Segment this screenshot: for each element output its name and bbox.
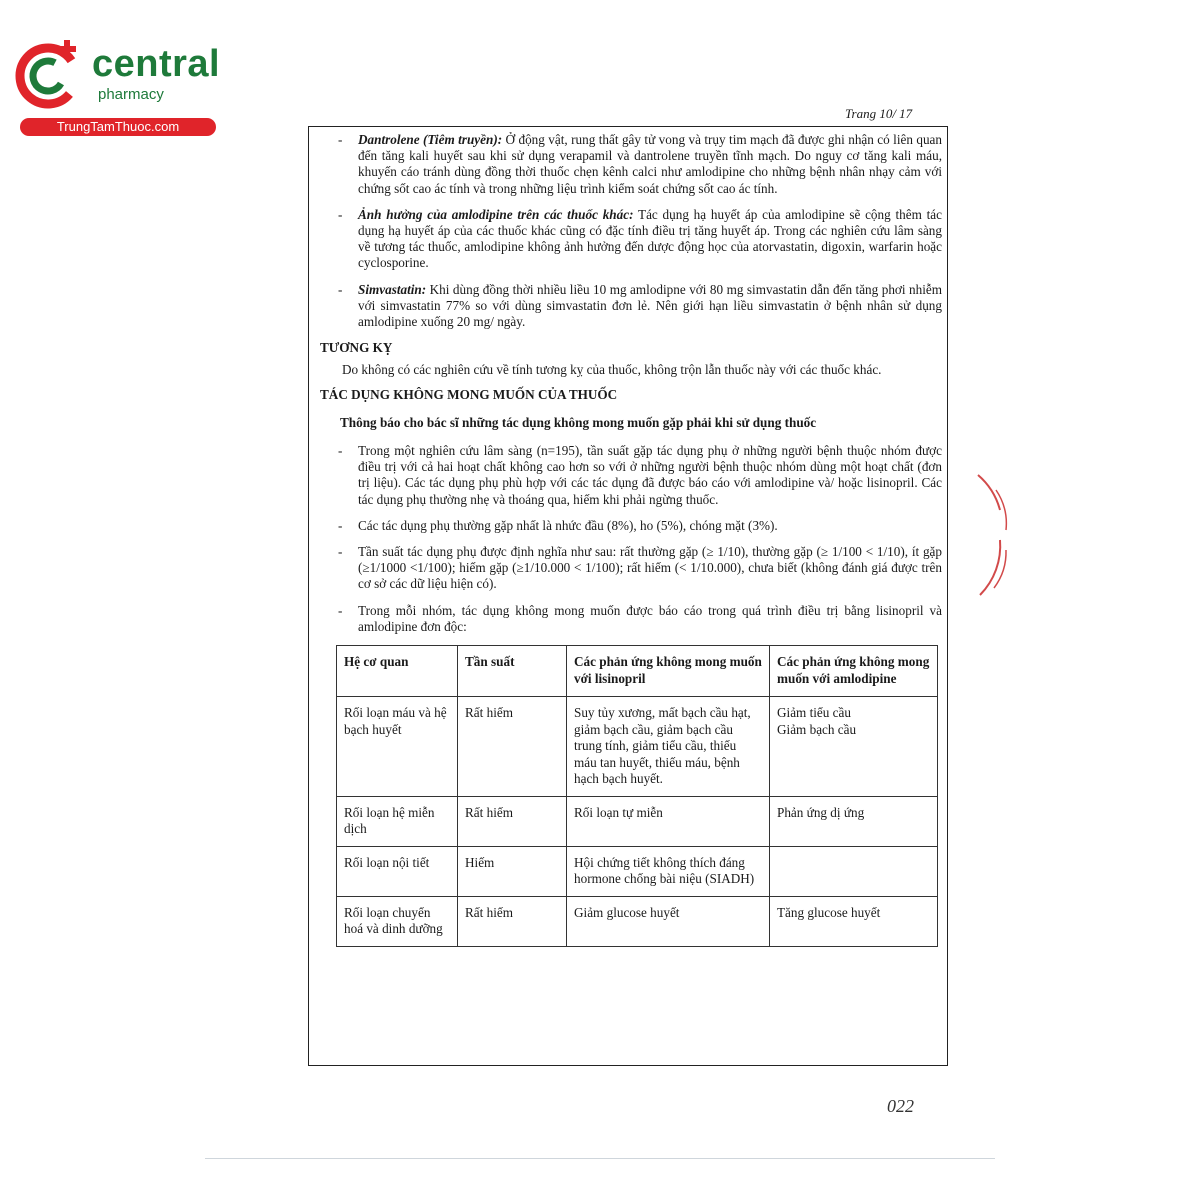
- section-heading-incompatibility: TƯƠNG KỴ: [320, 340, 393, 356]
- table-cell: [770, 846, 938, 896]
- dash-marker: -: [338, 517, 343, 533]
- bullets2-item: [320, 544, 942, 593]
- table-cell: Giảm glucose huyết: [567, 896, 770, 946]
- incompatibility-text: Do không có các nghiên cứu về tính tương kỵ của thuốc, không trộn lẫn thuốc này với các thuốc khác.: [342, 362, 882, 378]
- item-text: Tác dụng hạ huyết áp của amlodipine sẽ cộng thêm tác dụng hạ huyết áp của các thuốc khác cũng có đặc tính điều trị tăng huyết áp. Trong các nghiên cứu lâm sàng về tương tác thuốc, amlodipine không ảnh hưởng đến dược động học của atorvastatin, digoxin, warfarin hoặc cyclosporine.: [358, 206, 942, 271]
- bullets2-item: [320, 518, 942, 534]
- bullets1-item: [320, 207, 942, 272]
- table-row: [337, 896, 938, 946]
- table-cell: Suy tủy xương, mất bạch cầu hạt, giảm bạch cầu, giảm bạch cầu trung tính, giảm tiểu cầu, thiếu máu tan huyết, thiếu máu, bệnh hạch bạch huyết.: [567, 697, 770, 797]
- item-text: Các tác dụng phụ thường gặp nhất là nhức đầu (8%), ho (5%), chóng mặt (3%).: [358, 517, 778, 533]
- column-header: Các phản ứng không mong muốn với amlodipine: [770, 646, 938, 697]
- table-cell: Rối loạn tự miễn: [567, 796, 770, 846]
- item-text: Ở động vật, rung thất gây tử vong và trụy tim mạch đã được ghi nhận có liên quan đến tăng kali huyết sau khi sử dụng verapamil và dantrolene truyền tĩnh mạch. Do nguy cơ tăng kali máu, khuyến cáo tránh dùng đồng thời thuốc chẹn kênh calci như amlodipine cho những bệnh nhân nhạy cảm với chứng sốt cao ác tính và trong những liệu trình kiểm soát chứng sốt cao ác tính.: [358, 132, 943, 196]
- term-label: Ảnh hưởng của amlodipine trên các thuốc khác:: [358, 206, 634, 222]
- brand-subtitle: pharmacy: [98, 86, 164, 103]
- document-body: [320, 132, 942, 947]
- interaction-list: [320, 132, 942, 330]
- table-cell: Tăng glucose huyết: [770, 896, 938, 946]
- dash-marker: -: [338, 602, 343, 618]
- table-row: [337, 796, 938, 846]
- bullets1-item: [320, 282, 942, 331]
- page-number: Trang 10/ 17: [845, 106, 913, 121]
- column-header: Tần suất: [458, 646, 567, 697]
- column-header: Hệ cơ quan: [337, 646, 458, 697]
- table-cell: Rối loạn nội tiết: [337, 846, 458, 896]
- brand-url[interactable]: TrungTamThuoc.com: [20, 118, 216, 136]
- table-row: [337, 846, 938, 896]
- table-row: [337, 697, 938, 797]
- table-cell: Hiếm: [458, 846, 567, 896]
- section-heading-adverse-effects: TÁC DỤNG KHÔNG MONG MUỐN CỦA THUỐC: [320, 386, 618, 402]
- table-cell: Hội chứng tiết không thích đáng hormone chống bài niệu (SIADH): [567, 846, 770, 896]
- bullets2-item: [320, 443, 942, 508]
- adverse-effects-subheading: Thông báo cho bác sĩ những tác dụng không mong muốn gặp phải khi sử dụng thuốc: [340, 414, 817, 430]
- dash-marker: -: [338, 132, 343, 147]
- adverse-effects-list: [320, 443, 942, 635]
- central-pharmacy-logo-icon: [14, 38, 86, 110]
- red-stamp-fragment: [970, 470, 1010, 600]
- item-text: Trong mỗi nhóm, tác dụng không mong muốn được báo cáo trong quá trình điều trị bằng lisinopril và amlodipine đơn độc:: [358, 602, 942, 634]
- dash-marker: -: [338, 206, 343, 222]
- item-text: Trong một nghiên cứu lâm sàng (n=195), tần suất gặp tác dụng phụ ở những người bệnh thuộc nhóm được điều trị với cả hai hoạt chất không cao hơn so với ở những người bệnh thuộc nhóm dùng một hoạt chất (đơn trị liệu). Các tác dụng phụ phù hợp với các tác dụng đã được báo cáo với amlodipine và/ hoặc lisinopril. Các tác dụng phụ thường nhẹ và thoáng qua, hiếm khi phải ngừng thuốc.: [358, 443, 942, 507]
- term-label: Simvastatin:: [358, 281, 427, 297]
- table-cell: Rối loạn hệ miễn dịch: [337, 796, 458, 846]
- table-cell: Rất hiếm: [458, 697, 567, 797]
- adverse-reactions-table: [336, 645, 938, 947]
- table-header-row: [337, 646, 938, 697]
- table-cell: Rối loạn máu và hệ bạch huyết: [337, 697, 458, 797]
- table-cell: Phản ứng dị ứng: [770, 796, 938, 846]
- dash-marker: -: [338, 544, 343, 560]
- column-header: Các phản ứng không mong muốn với lisinopril: [567, 646, 770, 697]
- brand-name: central: [92, 43, 221, 85]
- item-text: Tần suất tác dụng phụ được định nghĩa như sau: rất thường gặp (≥ 1/10), thường gặp (≥ 1/100 < 1/10), ít gặp (≥1/1000 <1/100); hiếm gặp (≥1/10.000 < 1/100); rất hiếm (< 1/10.000), chưa biết (không đánh giá được trên cơ sở các dữ liệu hiện có).: [358, 544, 942, 592]
- item-text: Khi dùng đồng thời nhiều liều 10 mg amlodipne với 80 mg simvastatin dẫn đến tăng phơi nhiễm với simvastatin 77% so với dùng simvastatin đơn lẻ. Nên giới hạn liều simvastatin ở bệnh nhân sử dụng amlodipine xuống 20 mg/ ngày.: [358, 281, 942, 330]
- brand-logo: [8, 38, 221, 138]
- dash-marker: -: [338, 443, 343, 459]
- term-label: Dantrolene (Tiêm truyền):: [358, 132, 503, 147]
- handwritten-page-number: 022: [887, 1096, 914, 1116]
- table-cell: Rối loạn chuyển hoá và dinh dưỡng: [337, 896, 458, 946]
- table-cell: Giảm tiểu cầu Giảm bạch cầu: [770, 697, 938, 797]
- table-cell: Rất hiếm: [458, 896, 567, 946]
- bullets2-item: [320, 603, 942, 635]
- bullets1-item: [320, 132, 942, 197]
- dash-marker: -: [338, 281, 343, 297]
- footer-divider: [205, 1158, 995, 1159]
- table-cell: Rất hiếm: [458, 796, 567, 846]
